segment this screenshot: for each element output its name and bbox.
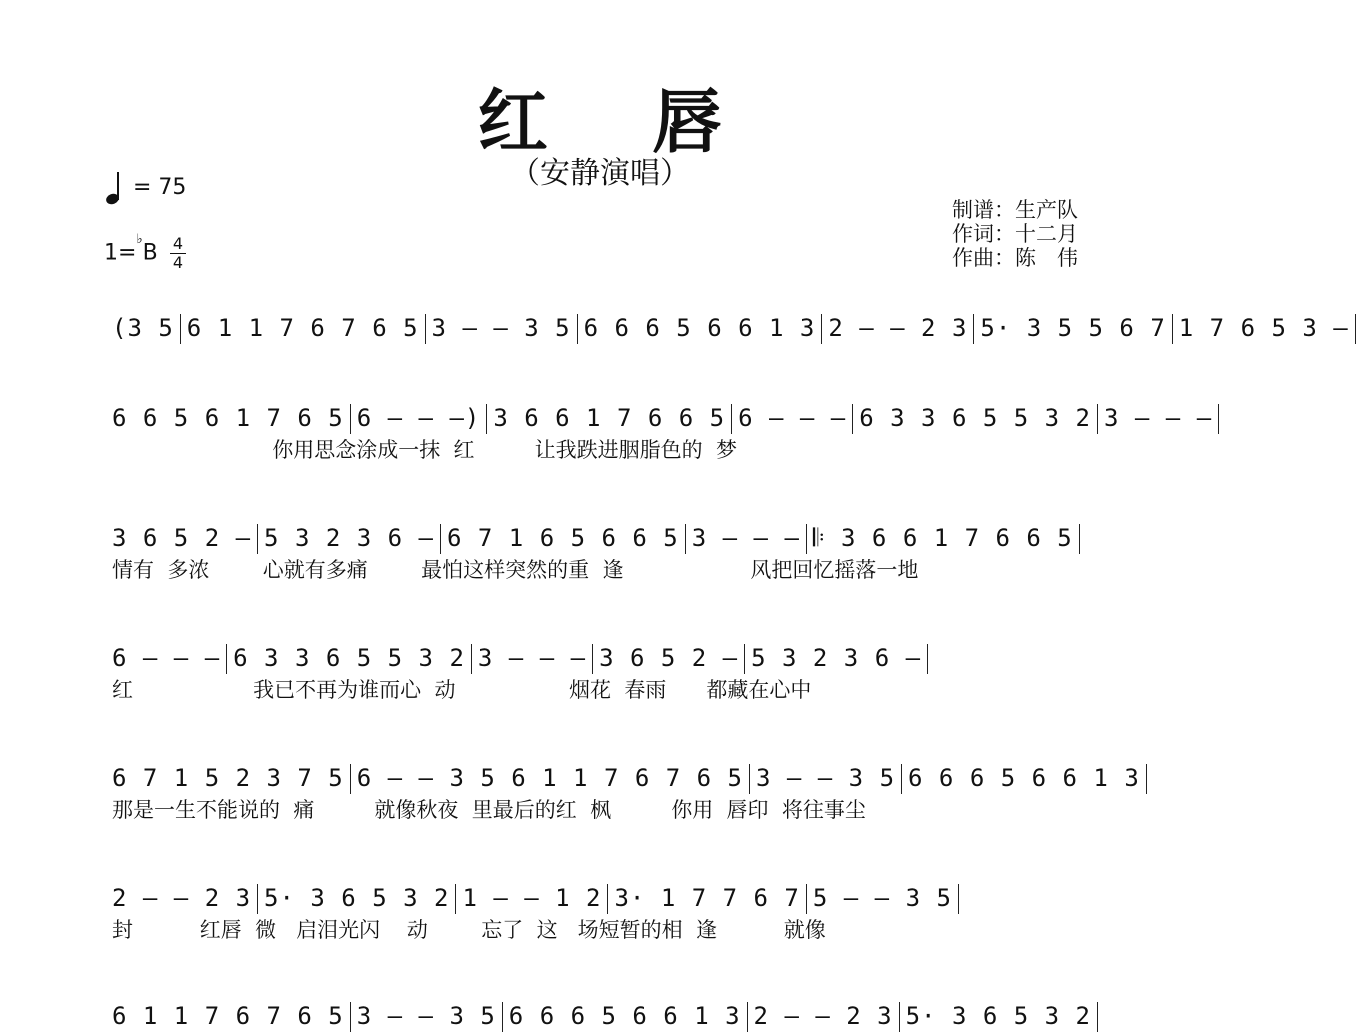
- measure: 2 – – 2 3: [828, 314, 968, 342]
- measure: 6 6 6 5 6 6 1 3: [908, 764, 1140, 792]
- bar-line: [901, 764, 902, 794]
- measure: 6 – – –: [738, 404, 847, 432]
- credit-lyricist: 作词：十二月: [952, 222, 1078, 246]
- bar-line: [471, 644, 472, 674]
- measure: 1 7 6 5 3 –: [1178, 314, 1349, 342]
- measure: 6 3 3 6 5 5 3 2: [233, 644, 465, 672]
- measure: 6 6 6 5 6 6 1 3: [508, 1002, 741, 1030]
- bar-line: [455, 884, 456, 914]
- measure: 6 1 1 7 6 7 6 5: [112, 1002, 344, 1030]
- bar-line: [180, 314, 181, 344]
- measure: 6 7 1 5 2 3 7 5: [112, 764, 344, 792]
- measure: 5 3 2 3 6 –: [751, 644, 922, 672]
- bar-line: [749, 764, 750, 794]
- notation-row: [112, 398, 1213, 438]
- notation-row: [112, 638, 1102, 678]
- bar-line: [1172, 314, 1173, 344]
- lyrics-row: 红 我已不再为谁而心 动 烟花 春雨 都藏在心中: [112, 678, 812, 702]
- bar-line: [744, 644, 745, 674]
- notation-row: [112, 518, 1102, 558]
- measure: 3 – – –: [477, 644, 587, 672]
- bar-line: [821, 314, 822, 344]
- credits: [952, 198, 1078, 270]
- quarter-note-icon: [106, 170, 126, 206]
- bar-line: [1097, 404, 1098, 434]
- bar-line: [592, 644, 593, 674]
- lyrics-row: 情有 多浓 心就有多痛 最怕这样突然的重 逢 风把回忆摇落一地: [112, 558, 919, 582]
- measure: 6 – – –: [112, 644, 221, 672]
- measure: 3 – – 3 5: [431, 314, 571, 342]
- measure: 5 3 2 3 6 –: [264, 524, 434, 552]
- bar-line: [747, 1002, 748, 1032]
- bar-line: [607, 884, 608, 914]
- measure: 3 6 5 2 –: [599, 644, 739, 672]
- measure: 𝄆 3 6 6 1 7 6 6 5: [812, 524, 1073, 552]
- measure: 3 6 5 2 –: [112, 524, 252, 552]
- bar-line: [440, 524, 441, 554]
- notation-row: [112, 878, 1102, 918]
- bar-line: [1097, 1002, 1098, 1032]
- notation-row: [112, 758, 1140, 798]
- measure: 6 6 6 5 6 6 1 3: [583, 314, 816, 342]
- song-title: 红 唇: [477, 81, 763, 163]
- song-subtitle: （安静演唱）: [510, 156, 690, 191]
- bar-line: [226, 644, 227, 674]
- bar-line: [1079, 524, 1080, 554]
- measure: 3 – – 3 5: [356, 1002, 496, 1030]
- lyrics-row: 那是一生不能说的 痛 就像秋夜 里最后的红 枫 你用 唇印 将往事尘: [112, 798, 866, 822]
- measure: 5· 3 6 5 3 2: [264, 884, 450, 912]
- bar-line: [257, 884, 258, 914]
- measure: 5· 3 5 5 6 7: [980, 314, 1166, 342]
- bar-line: [1355, 314, 1356, 344]
- measure: 1 – – 1 2: [462, 884, 602, 912]
- bar-line: [502, 1002, 503, 1032]
- measure: 2 – – 2 3: [112, 884, 252, 912]
- bar-line: [806, 884, 807, 914]
- bar-line: [685, 524, 686, 554]
- measure: 5 – – 3 5: [812, 884, 952, 912]
- lyrics-row: 你用思念涂成一抹 红 让我跌进胭脂色的 梦: [112, 438, 737, 462]
- bar-line: [257, 524, 258, 554]
- measure: (3 5: [112, 314, 174, 342]
- bar-line: [350, 764, 351, 794]
- measure: 6 7 1 6 5 6 6 5: [447, 524, 679, 552]
- bar-line: [973, 314, 974, 344]
- bar-line: [1146, 764, 1147, 794]
- bar-line: [486, 404, 487, 434]
- measure: 6 1 1 7 6 7 6 5: [186, 314, 419, 342]
- bar-line: [852, 404, 853, 434]
- notation-row: [112, 308, 1349, 348]
- measure: 3 – – –: [691, 524, 800, 552]
- lyrics-row: 封 红唇 微 启泪光闪 动 忘了 这 场短暂的相 逢 就像: [112, 918, 826, 942]
- bar-line: [927, 644, 928, 674]
- measure: 3 – – –: [1104, 404, 1213, 432]
- measure: 3· 1 7 7 6 7: [614, 884, 800, 912]
- bar-line: [806, 524, 807, 554]
- measure: 5· 3 6 5 3 2: [905, 1002, 1091, 1030]
- bar-line: [899, 1002, 900, 1032]
- bar-line: [577, 314, 578, 344]
- bar-line: [350, 1002, 351, 1032]
- measure: 3 – – 3 5: [755, 764, 896, 792]
- bar-line: [731, 404, 732, 434]
- tempo-marking: [106, 170, 186, 206]
- bar-line: [958, 884, 959, 914]
- notation-row: [112, 996, 1102, 1036]
- credit-composer: 作曲：陈 伟: [952, 246, 1078, 270]
- credit-transcriber: 制谱：生产队: [952, 198, 1078, 222]
- measure: 3 6 6 1 7 6 6 5: [493, 404, 726, 432]
- measure: 6 3 3 6 5 5 3 2: [859, 404, 1091, 432]
- bar-line: [1218, 404, 1219, 434]
- tempo-value: = 75: [133, 175, 187, 200]
- measure: 6 – – –): [356, 404, 481, 432]
- measure: 6 – – 3 5 6 1 1 7 6 7 6 5: [356, 764, 743, 792]
- key-signature: 1=♭B: [104, 232, 158, 266]
- measure: 6 6 5 6 1 7 6 5: [112, 404, 344, 432]
- bar-line: [425, 314, 426, 344]
- bar-line: [350, 404, 351, 434]
- measure: 2 – – 2 3: [753, 1002, 893, 1030]
- time-signature: 4 4: [170, 236, 186, 271]
